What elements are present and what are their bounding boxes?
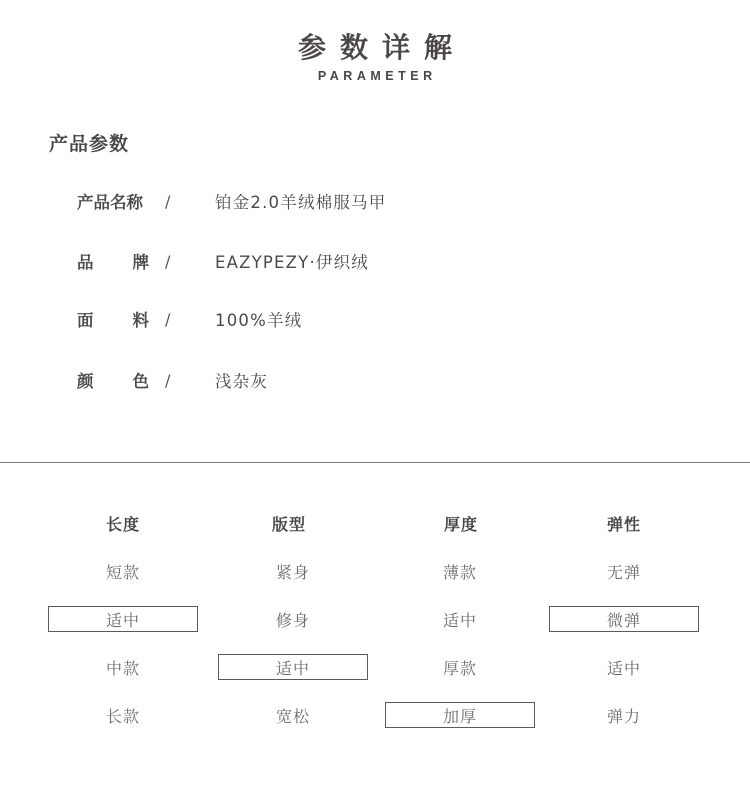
spec-option-fit: 适中 [218, 654, 368, 680]
spec-option-length: 适中 [48, 606, 198, 632]
param-value: 100%羊绒 [215, 311, 303, 330]
param-row-brand [77, 247, 677, 275]
spec-header-fit: 版型 [271, 514, 306, 534]
spec-option-length: 长款 [105, 706, 140, 726]
param-separator: / [165, 251, 171, 271]
spec-header-thickness: 厚度 [443, 514, 478, 534]
spec-header-length: 长度 [105, 514, 140, 534]
param-label-char: 颜 [77, 372, 94, 391]
spec-option-elasticity: 适中 [606, 658, 641, 678]
spec-option-elasticity: 微弹 [549, 606, 699, 632]
param-value: 铂金2.0羊绒棉服马甲 [215, 193, 387, 212]
spec-option-fit: 修身 [275, 610, 310, 630]
param-label-char: 料 [132, 311, 149, 330]
param-label [77, 368, 149, 392]
param-row-fabric [77, 305, 677, 333]
spec-option-thickness: 薄款 [442, 562, 477, 582]
section-divider [0, 462, 750, 463]
spec-option-elasticity: 弹力 [606, 706, 641, 726]
spec-option-fit: 宽松 [275, 706, 310, 726]
param-label [77, 249, 149, 273]
param-label-char: 面 [77, 311, 94, 330]
param-value: 浅杂灰 [215, 372, 269, 391]
param-row-name [77, 187, 677, 215]
spec-option-thickness: 适中 [442, 610, 477, 630]
param-value: EAZYPEZY·伊织绒 [215, 253, 369, 272]
param-label [77, 307, 149, 331]
param-separator: / [165, 191, 171, 211]
param-separator: / [165, 309, 171, 329]
spec-header-elasticity: 弹性 [606, 514, 641, 534]
param-label [77, 189, 149, 213]
spec-option-length: 中款 [105, 658, 140, 678]
page-subtitle: PARAMETER [317, 69, 437, 83]
section-title: 产品参数 [49, 133, 130, 155]
param-label-char: 牌 [132, 253, 149, 272]
page-title: 参数详解 [297, 31, 466, 64]
spec-option-thickness: 加厚 [385, 702, 535, 728]
spec-option-length: 短款 [105, 562, 140, 582]
param-separator: / [165, 370, 171, 390]
param-label-text: 产品名称 [77, 193, 143, 212]
spec-option-elasticity: 无弹 [606, 562, 641, 582]
param-row-color [77, 366, 677, 394]
spec-option-thickness: 厚款 [442, 658, 477, 678]
param-label-char: 品 [77, 253, 94, 272]
param-label-char: 色 [132, 372, 149, 391]
spec-option-fit: 紧身 [275, 562, 310, 582]
